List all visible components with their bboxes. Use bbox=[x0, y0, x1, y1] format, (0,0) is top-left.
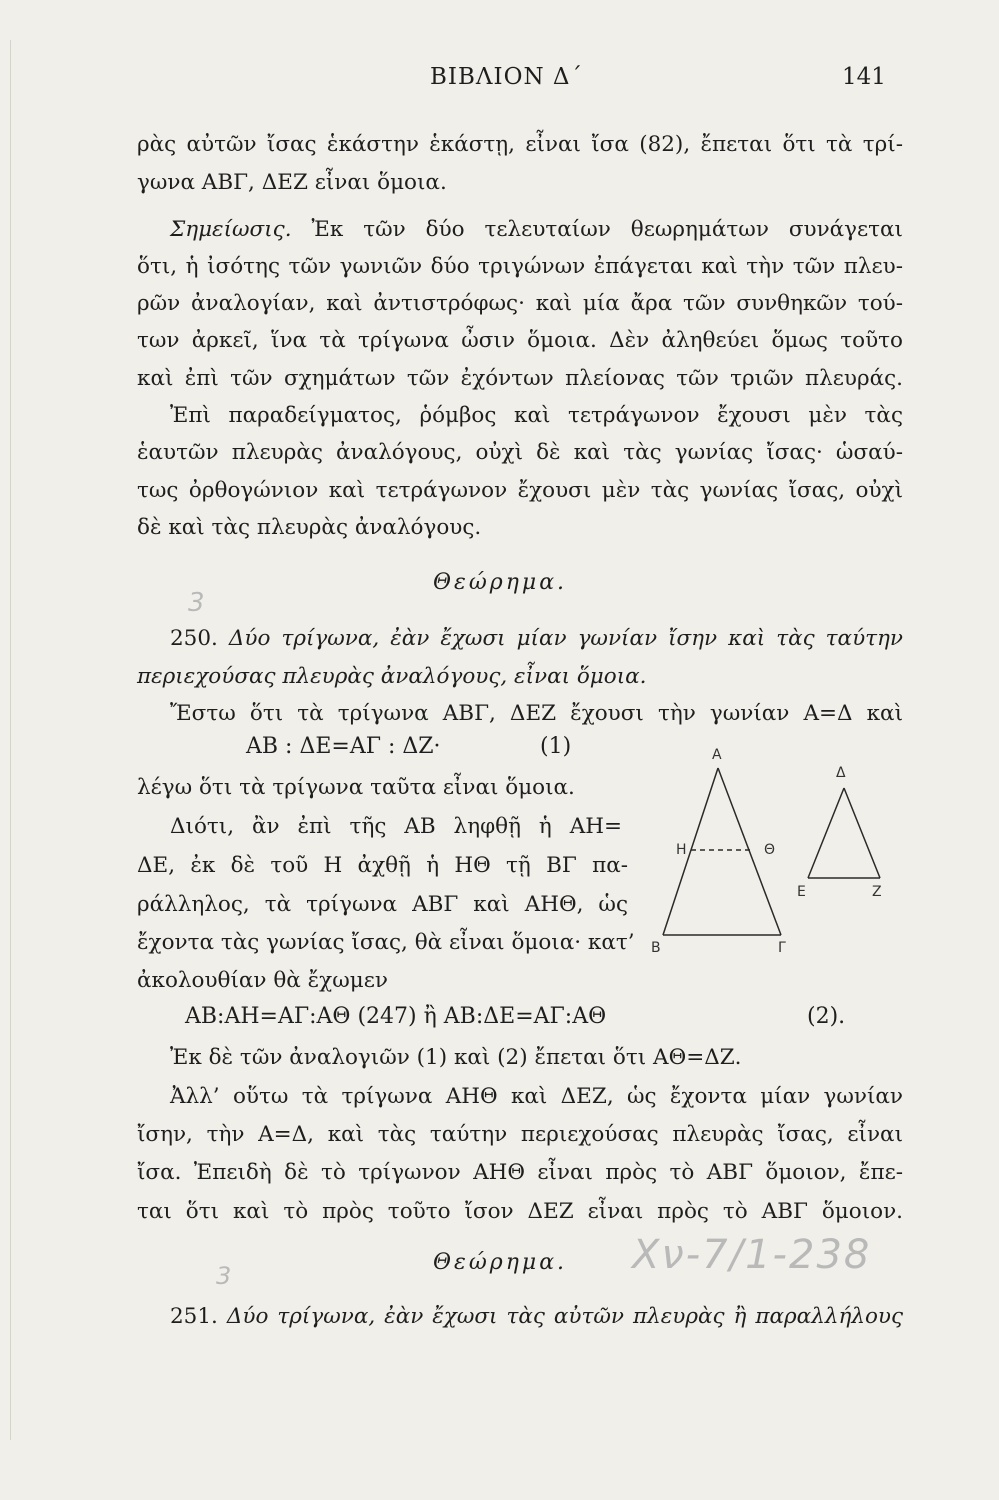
text-line: ΔΕ, ἐκ δὲ τοῦ Η ἀχθῇ ἡ ΗΘ τῇ ΒΓ πα- bbox=[137, 853, 628, 878]
label-TH: Θ bbox=[764, 842, 776, 858]
text-line: ἔχοντα τὰς γωνίας ἴσας, θὰ εἶναι ὅμοια· κατ’ bbox=[137, 930, 635, 955]
text-line: τως ὀρθογώνιον καὶ τετράγωνον ἔχουσι μὲν τὰς γωνίας ἴσας, οὐχὶ bbox=[137, 478, 903, 503]
note-text: Ἐκ τῶν δύο τελευταίων θεωρημάτων συνάγεται bbox=[311, 217, 903, 242]
text-line: των ἀρκεῖ, ἵνα τὰ τρίγωνα ὦσιν ὅμοια. Δὲν ἀληθεύει ὅμως τοῦτο bbox=[137, 328, 903, 353]
theorem-heading: Θεώρημα. bbox=[433, 1250, 568, 1275]
label-D: Δ bbox=[836, 765, 846, 781]
text-line: ρῶν ἀναλογίαν, καὶ ἀντιστρόφως· καὶ μία ἄρα τῶν συνθηκῶν τού- bbox=[137, 291, 903, 316]
text-line: γωνα ΑΒΓ, ΔΕΖ εἶναι ὅμοια. bbox=[137, 170, 447, 195]
label-A: Α bbox=[712, 747, 722, 763]
text-line: ἀκολουθίαν θὰ ἔχωμεν bbox=[137, 968, 388, 993]
side-AB bbox=[663, 768, 718, 935]
theorem-number: 250. bbox=[170, 626, 218, 651]
theorem-number: 251. bbox=[170, 1304, 218, 1329]
text-line: ται ὅτι καὶ τὸ πρὸς τοῦτο ἴσον ΔΕΖ εἶναι πρὸς τὸ ΑΒΓ ὅμοιον. bbox=[137, 1199, 903, 1224]
text-line: ἴσην, τὴν Α=Δ, καὶ τὰς ταύτην περιεχούσας πλευρὰς ἴσας, εἶναι bbox=[137, 1122, 903, 1147]
theorem-statement: Δύο τρίγωνα, ἐὰν ἔχωσι μίαν γωνίαν ἴσην καὶ τὰς ταύτην bbox=[228, 626, 903, 651]
label-H: Η bbox=[676, 842, 687, 858]
text-line: λέγω ὅτι τὰ τρίγωνα ταῦτα εἶναι ὅμοια. bbox=[137, 775, 575, 800]
text-line: ράλληλος, τὰ τρίγωνα ΑΒΓ καὶ ΑΗΘ, ὡς bbox=[137, 892, 628, 917]
label-B: Β bbox=[651, 940, 661, 956]
theorem-statement: περιεχούσας πλευρὰς ἀναλόγους, εἶναι ὅμοια. bbox=[137, 664, 647, 689]
pencil-mark: 3 bbox=[188, 588, 205, 618]
equation-1: ΑΒ : ΔΕ=ΑΓ : ΔΖ· bbox=[246, 734, 441, 759]
running-header: ΒΙΒΛΙΟΝ Δ΄ bbox=[430, 64, 583, 90]
pencil-note: Χν-7/1-238 bbox=[632, 1232, 872, 1278]
note-label: Σημείωσις. bbox=[170, 217, 292, 242]
theorem-statement-line bbox=[170, 1302, 903, 1332]
text-line: Ἔστω ὅτι τὰ τρίγωνα ΑΒΓ, ΔΕΖ ἔχουσι τὴν γωνίαν Α=Δ καὶ bbox=[170, 701, 903, 726]
label-Z: Ζ bbox=[872, 884, 882, 900]
text-line: ἴσα. Ἐπειδὴ δὲ τὸ τρίγωνον ΑΗΘ εἶναι πρὸς τὸ ΑΒΓ ὅμοιον, ἔπε- bbox=[137, 1160, 903, 1185]
side-DE bbox=[808, 788, 844, 878]
label-E: Ε bbox=[797, 884, 806, 900]
side-DZ bbox=[844, 788, 880, 878]
text-line: δὲ καὶ τὰς πλευρὰς ἀναλόγους. bbox=[137, 515, 482, 540]
label-G: Γ bbox=[778, 940, 786, 956]
equation-ref: (2). bbox=[807, 1004, 846, 1029]
text-line: Ἐπὶ παραδείγματος, ῥόμβος καὶ τετράγωνον ἔχουσι μὲν τὰς bbox=[170, 403, 903, 428]
page-number: 141 bbox=[842, 64, 886, 90]
text-line: ρὰς αὐτῶν ἴσας ἑκάστην ἑκάστῃ, εἶναι ἴσα (82), ἔπεται ὅτι τὰ τρί- bbox=[137, 132, 903, 157]
text-line: Διότι, ἂν ἐπὶ τῆς ΑΒ ληφθῇ ἡ ΑΗ= bbox=[170, 814, 622, 839]
theorem-statement: Δύο τρίγωνα, ἐὰν ἔχωσι τὰς αὐτῶν πλευρὰς ἢ παραλλήλους bbox=[226, 1304, 904, 1329]
text-line: Ἀλλ’ οὕτω τὰ τρίγωνα ΑΗΘ καὶ ΔΕΖ, ὡς ἔχοντα μίαν γωνίαν bbox=[170, 1084, 903, 1109]
equation-ref: (1) bbox=[540, 734, 572, 759]
theorem-heading: Θεώρημα. bbox=[433, 570, 568, 595]
text-line: καὶ ἐπὶ τῶν σχημάτων τῶν ἐχόντων πλείονας τῶν τριῶν πλευράς. bbox=[137, 366, 903, 391]
pencil-mark: 3 bbox=[216, 1262, 232, 1290]
text-line: Ἐκ δὲ τῶν ἀναλογιῶν (1) καὶ (2) ἔπεται ὅτι ΑΘ=ΔΖ. bbox=[170, 1045, 742, 1070]
text-line: ἑαυτῶν πλευρὰς ἀναλόγους, οὐχὶ δὲ καὶ τὰς γωνίας ἴσας· ὡσαύ- bbox=[137, 440, 903, 465]
equation-2: ΑΒ:ΑΗ=ΑΓ:ΑΘ (247) ἢ ΑΒ:ΔΕ=ΑΓ:ΑΘ bbox=[185, 1004, 607, 1029]
text-line: ὅτι, ἡ ἰσότης τῶν γωνιῶν δύο τριγώνων ἐπάγεται καὶ τὴν τῶν πλευ- bbox=[137, 254, 903, 279]
